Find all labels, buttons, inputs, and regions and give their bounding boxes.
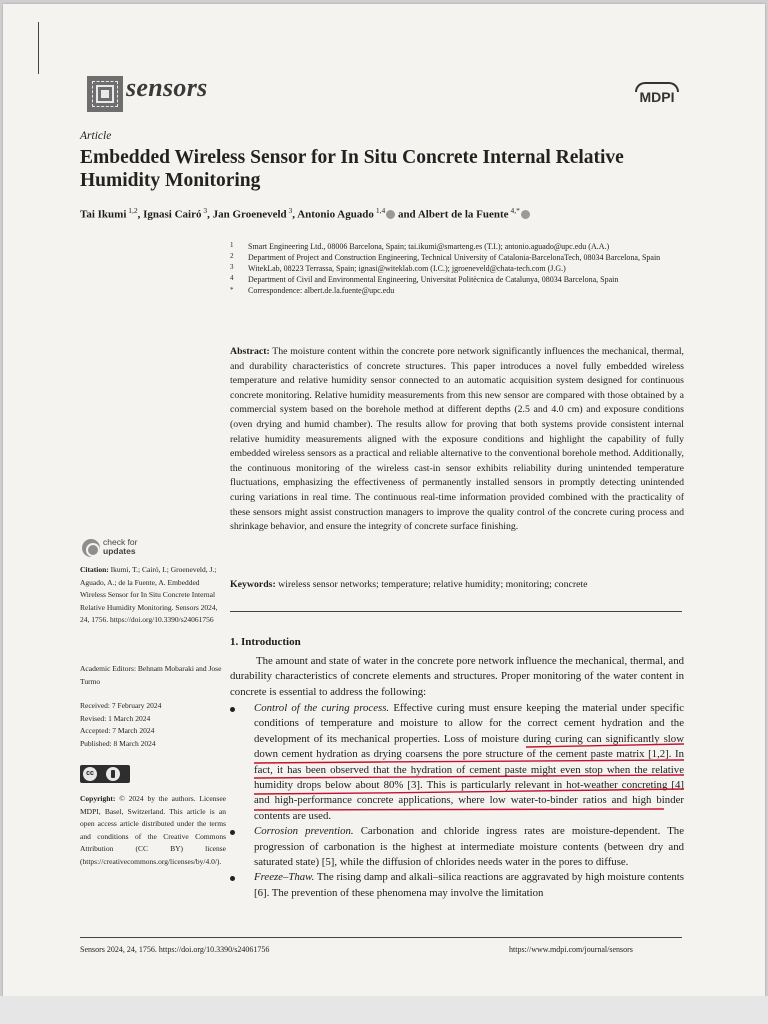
- author-affiliation-marker: 1,2: [126, 206, 138, 215]
- bullet-icon: [230, 830, 235, 835]
- footer-citation: Sensors 2024, 24, 1756. https://doi.org/10.3390/s24061756: [80, 945, 270, 954]
- author-affiliation-marker: 1,4: [373, 206, 386, 215]
- citation-text: Ikumi, T.; Cairó, I.; Groeneveld, J.; Aguado, A.; de la Fuente, A. Embedded Wireless Sensor for In Situ Concrete Internal Relative Humidity Monitoring. Sensors 2024, 24, 1756. https://doi.org/10.3390/s24061756: [80, 565, 218, 624]
- affiliation-text: Correspondence: albert.de.la.fuente@upc.edu: [248, 286, 395, 295]
- journal-logo-icon: [87, 76, 123, 112]
- intro-bullet-list: [230, 701, 684, 901]
- intro-paragraph: The amount and state of water in the concrete pore network influence the mechanical, thermal, and durability characteristics of concrete elements and structures. Proper monitoring of the water content in concrete is essential to address the following:: [230, 655, 684, 698]
- attribution-icon: [106, 767, 120, 781]
- list-item: [230, 870, 684, 901]
- affiliation-list: [230, 241, 690, 296]
- orcid-icon[interactable]: [386, 210, 395, 219]
- academic-editors: Academic Editors: Behnam Mobaraki and Jose Turmo: [80, 664, 222, 686]
- journal-name: sensors: [126, 73, 208, 102]
- affiliation-number: 3: [230, 263, 234, 271]
- author-affiliation-marker: 4,*: [508, 206, 520, 215]
- affiliation-text: WitekLab, 08223 Terrassa, Spain; ignasi@witeklab.com (I.C.); jgroeneveld@chata-tech.com (J.G.): [248, 264, 566, 273]
- affiliation-item: [230, 285, 690, 296]
- bullet-icon: [230, 707, 235, 712]
- check-updates-icon: [82, 539, 100, 557]
- author-affiliation-marker: 3: [201, 206, 208, 215]
- affiliation-item: [230, 252, 690, 263]
- copyright-text: © 2024 by the authors. Licensee MDPI, Basel, Switzerland. This article is an open access article distributed under the terms and conditions of the Creative Commons Attribution (CC BY) license (https://creativecommons.org/licenses/by/4.0/).: [80, 794, 227, 866]
- date-line: Accepted: 7 March 2024: [80, 726, 155, 735]
- bullet-text: The rising damp and alkali–silica reactions are aggravated by high moisture contents [6]. The prevention of these phenomena may involve the limitation: [254, 871, 684, 899]
- paper-title: Embedded Wireless Sensor for In Situ Concrete Internal Relative Humidity Monitoring: [80, 147, 624, 191]
- author-name: Albert de la Fuente: [417, 208, 509, 221]
- author-name: Jan Groeneveld: [212, 208, 287, 221]
- author-list: Tai Ikumi $^{1,2}$, Ignasi Cairó $^3$, Jan Groeneveld $^3$, Antonio Aguado $^{1,4}$ and Albert de la Fuente $^{4,*}$: [80, 206, 690, 221]
- article-type: Article: [80, 130, 112, 142]
- footer-url[interactable]: https://www.mdpi.com/journal/sensors: [509, 945, 633, 954]
- orcid-icon[interactable]: [521, 210, 530, 219]
- list-item: [230, 701, 684, 824]
- affiliation-number: *: [230, 286, 234, 294]
- bullet-term: Control of the curing process.: [254, 702, 390, 714]
- copyright-block: [80, 793, 226, 868]
- abstract: [230, 345, 684, 535]
- section-divider: [230, 611, 682, 612]
- publisher-logo: [632, 82, 682, 108]
- scanner-bed: [0, 996, 768, 1024]
- keywords-text: wireless sensor networks; temperature; relative humidity; monitoring; concrete: [278, 579, 588, 590]
- date-line: Published: 8 March 2024: [80, 738, 156, 748]
- check-for-updates-badge[interactable]: [82, 537, 182, 561]
- date-line: Revised: 1 March 2024: [80, 713, 151, 723]
- publication-dates: [80, 700, 226, 750]
- bullet-text: Carbonation and chloride ingress rates are moisture-dependent. The progression of carbonation is the highest at intermediate moisture contents (between dry and saturated state) [5], while the diffusion of chlorides needs water in the pores to diffuse.: [254, 825, 685, 869]
- bullet-icon: [230, 876, 235, 881]
- affiliation-number: 4: [230, 274, 234, 282]
- affiliation-text: Smart Engineering Ltd., 08006 Barcelona, Spain; tai.ikumi@smarteng.es (T.I.); antonio.aguado@upc.edu (A.A.): [248, 242, 610, 251]
- abstract-text: The moisture content within the concrete pore network significantly influences the mechanical, thermal, and durability characteristics of concrete structures. This paper introduces a novel fully embedded wireless temperature and relative humidity sensor connected to an automatic acquisition system designed for continuous concrete monitoring. Relative humidity measurements from this new sensor are compared with those obtained by a commercial system based on the borehole method at different depths (2.5 and 4.0 cm) and exposure conditions (oven drying and humid chamber). The results allow for proving that both systems provide consistent internal relative humidity measurements aligned with the exposure conditions and highlight the capability of fully embedded wireless sensors as a practical and reliable alternative to the conventional borehole method. Additionally, the continuous monitoring of the wireless cast-in sensor exhibits reliability during unintended temperature fluctuations, emphasizing the effectiveness of permanently installed sensors in promptly detecting unintended curing variations in real time. The continuous real-time information provided combined with the practicality of these sensors might assist construction managers to improve the quality control of the concrete curing process and shrinkage behavior, and ensure the integrity of concrete surface finishing.: [230, 346, 684, 533]
- keywords-label: Keywords:: [230, 579, 276, 590]
- check-updates-line2: updates: [103, 546, 136, 556]
- abstract-label: Abstract:: [230, 346, 270, 357]
- author-name: Antonio Aguado: [297, 208, 374, 221]
- date-line: Received: 7 February 2024: [80, 701, 162, 710]
- section-heading: 1. Introduction: [230, 636, 301, 648]
- publisher-name: MDPI: [639, 89, 675, 105]
- author-name: Ignasi Cairó: [143, 208, 202, 221]
- affiliation-item: [230, 263, 690, 274]
- footer-divider: [80, 937, 682, 938]
- affiliation-number: 2: [230, 252, 234, 260]
- cc-label: cc: [83, 767, 97, 781]
- affiliation-text: Department of Civil and Environmental Engineering, Universitat Politècnica de Catalunya, 08034 Barcelona, Spain: [248, 275, 619, 284]
- keywords: [230, 578, 684, 592]
- affiliation-number: 1: [230, 241, 234, 249]
- check-updates-line1: check for: [103, 537, 138, 547]
- creative-commons-icon[interactable]: [80, 765, 130, 783]
- affiliation-text: Department of Project and Construction Engineering, Technical University of Catalonia-BarcelonaTech, 08034 Barcelona, Spain: [248, 253, 661, 262]
- bullet-term: Freeze–Thaw.: [254, 871, 315, 884]
- citation-block: [80, 564, 226, 627]
- list-item: [230, 824, 684, 870]
- author-affiliation-marker: 3: [286, 206, 293, 215]
- scan-artifact-line: [38, 22, 39, 74]
- affiliation-item: [230, 241, 690, 252]
- affiliation-item: [230, 274, 690, 285]
- bullet-term: Corrosion prevention.: [254, 825, 354, 838]
- bullet-text: Effective curing must ensure keeping the material under specific conditions of temperature and moisture to allow for the correct cement hydration and the development of its mechanical properties. Loss of moisture during curing can significantly slow down cement hydration as drying coarsens the pore structure of the cement paste matrix [1,2]. In fact, it has been observed that the hydration of cement paste might even stop when the relative humidity drops below about 80% [3]. This is particularly relevant in hot-weather concreting [4] and high-performance concrete applications, where low water-to-binder ratios and high binder contents are used.: [254, 702, 685, 822]
- citation-label: Citation:: [80, 565, 109, 574]
- copyright-label: Copyright:: [80, 794, 116, 803]
- author-name: Tai Ikumi: [80, 208, 127, 221]
